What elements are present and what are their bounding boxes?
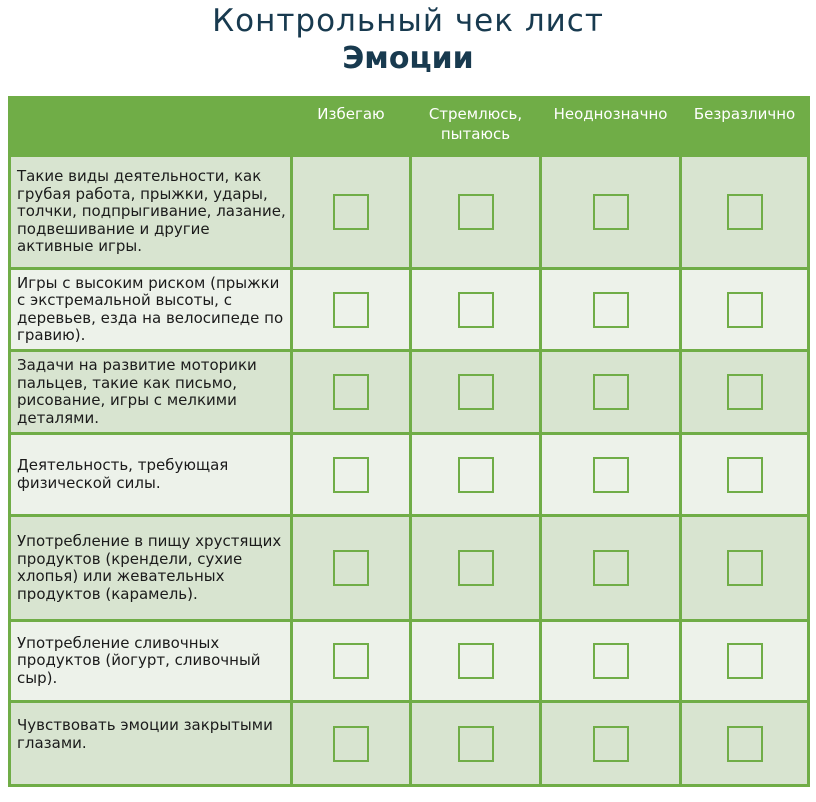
cell-indifferent — [681, 269, 809, 351]
checkbox-seek[interactable] — [458, 550, 494, 586]
cell-avoid — [292, 156, 411, 269]
checkbox-indifferent[interactable] — [727, 194, 763, 230]
cell-avoid — [292, 516, 411, 621]
checkbox-ambiguous[interactable] — [593, 292, 629, 328]
cell-ambiguous — [541, 269, 681, 351]
cell-ambiguous — [541, 516, 681, 621]
cell-ambiguous — [541, 621, 681, 702]
cell-ambiguous — [541, 351, 681, 434]
cell-indifferent — [681, 351, 809, 434]
row-question: Употребление сливочных продуктов (йогурт, сливочный сыр). — [10, 621, 292, 702]
checkbox-ambiguous[interactable] — [593, 643, 629, 679]
cell-ambiguous — [541, 702, 681, 786]
checkbox-avoid[interactable] — [333, 457, 369, 493]
column-header-ambiguous: Неоднозначно — [541, 98, 681, 156]
cell-avoid — [292, 621, 411, 702]
checkbox-indifferent[interactable] — [727, 292, 763, 328]
checkbox-avoid[interactable] — [333, 374, 369, 410]
checkbox-indifferent[interactable] — [727, 726, 763, 762]
cell-indifferent — [681, 156, 809, 269]
cell-seek — [411, 434, 541, 516]
cell-avoid — [292, 702, 411, 786]
checkbox-indifferent[interactable] — [727, 643, 763, 679]
checkbox-indifferent[interactable] — [727, 550, 763, 586]
row-question: Чувствовать эмоции закрытыми глазами. — [10, 702, 292, 786]
cell-seek — [411, 269, 541, 351]
checkbox-avoid[interactable] — [333, 726, 369, 762]
checkbox-indifferent[interactable] — [727, 374, 763, 410]
cell-avoid — [292, 269, 411, 351]
header-row — [10, 98, 809, 156]
page-subtitle: Эмоции — [342, 41, 474, 76]
row-question: Задачи на развитие моторики пальцев, такие как письмо, рисование, игры с мелкими деталями. — [10, 351, 292, 434]
column-header-seek: Стремлюсь, пытаюсь — [411, 98, 541, 156]
title-block — [0, 0, 816, 78]
table-row — [10, 516, 809, 621]
cell-seek — [411, 702, 541, 786]
cell-seek — [411, 156, 541, 269]
table-row — [10, 434, 809, 516]
row-question: Игры с высоким риском (прыжки с экстремальной высоты, с деревьев, езда на велосипеде по гравию). — [10, 269, 292, 351]
checklist-table — [8, 96, 810, 787]
cell-avoid — [292, 434, 411, 516]
checkbox-ambiguous[interactable] — [593, 726, 629, 762]
checkbox-ambiguous[interactable] — [593, 550, 629, 586]
cell-avoid — [292, 351, 411, 434]
column-header-indifferent: Безразлично — [681, 98, 809, 156]
checkbox-seek[interactable] — [458, 457, 494, 493]
checkbox-ambiguous[interactable] — [593, 194, 629, 230]
checkbox-seek[interactable] — [458, 643, 494, 679]
checkbox-avoid[interactable] — [333, 643, 369, 679]
cell-indifferent — [681, 702, 809, 786]
checkbox-seek[interactable] — [458, 374, 494, 410]
cell-indifferent — [681, 434, 809, 516]
table-row — [10, 702, 809, 786]
table-row — [10, 156, 809, 269]
checkbox-seek[interactable] — [458, 726, 494, 762]
cell-indifferent — [681, 516, 809, 621]
cell-indifferent — [681, 621, 809, 702]
row-question: Употребление в пищу хрустящих продуктов (крендели, сухие хлопья) или жевательных продуктов (карамель). — [10, 516, 292, 621]
table-row — [10, 269, 809, 351]
checkbox-avoid[interactable] — [333, 550, 369, 586]
row-question: Деятельность, требующая физической силы. — [10, 434, 292, 516]
checkbox-avoid[interactable] — [333, 194, 369, 230]
checkbox-ambiguous[interactable] — [593, 374, 629, 410]
column-header-avoid: Избегаю — [292, 98, 411, 156]
cell-ambiguous — [541, 156, 681, 269]
checkbox-ambiguous[interactable] — [593, 457, 629, 493]
cell-seek — [411, 621, 541, 702]
checkbox-seek[interactable] — [458, 194, 494, 230]
checkbox-seek[interactable] — [458, 292, 494, 328]
row-question: Такие виды деятельности, как грубая работа, прыжки, удары, толчки, подпрыгивание, лазание, подвешивание и другие активные игры. — [10, 156, 292, 269]
checkbox-avoid[interactable] — [333, 292, 369, 328]
cell-seek — [411, 351, 541, 434]
checkbox-indifferent[interactable] — [727, 457, 763, 493]
page-title: Контрольный чек лист — [212, 3, 604, 39]
cell-ambiguous — [541, 434, 681, 516]
cell-seek — [411, 516, 541, 621]
table-row — [10, 621, 809, 702]
column-header-question — [10, 98, 292, 156]
table-row — [10, 351, 809, 434]
